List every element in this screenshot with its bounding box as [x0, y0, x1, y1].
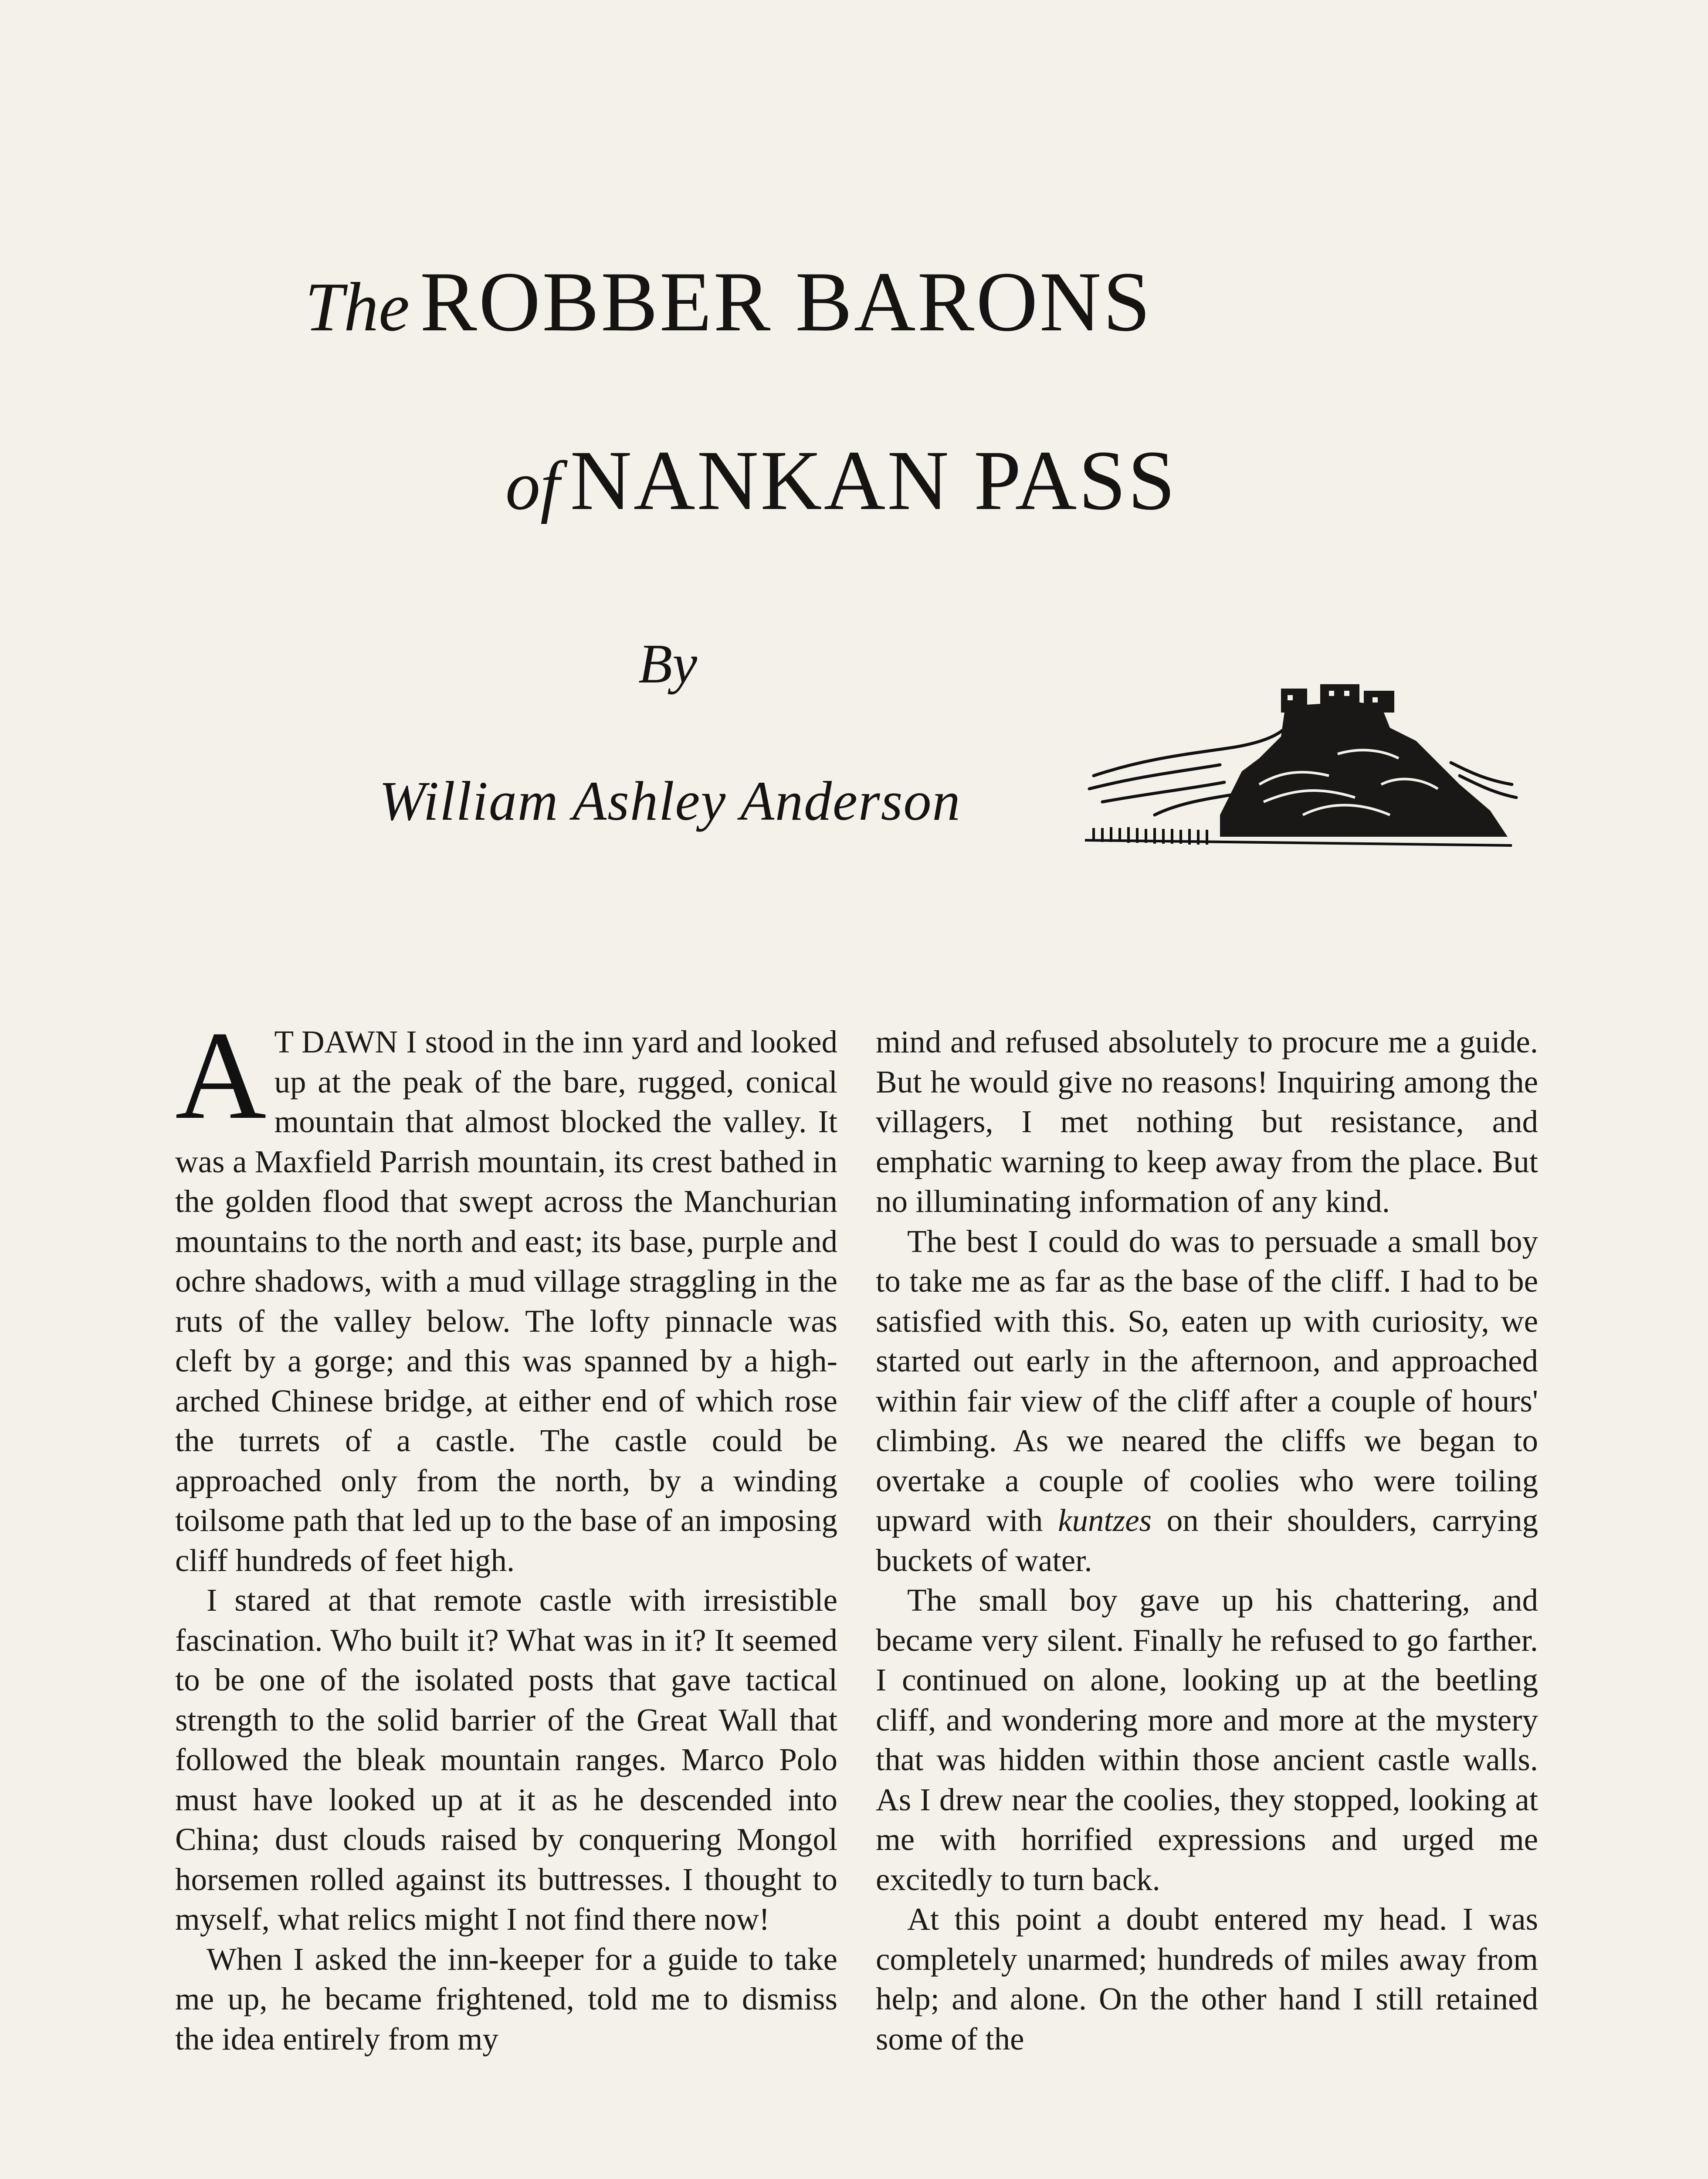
lead-in: T DAWN [274, 1024, 398, 1059]
drop-cap: A [175, 1005, 267, 1145]
paragraph-2: I stared at that remote castle with irresistible fascination. Who built it? What was in it? It seemed to be one of the isolated posts that gave tactical strength to the solid barrier of the Great Wall that followed the bleak mountain ranges. Marco Polo must have looked up at it as he descended into China; dust clouds raised by conquering Mongol horsemen rolled against its buttresses. I thought to myself, what relics might I not find there now! [175, 1582, 837, 1937]
paragraph-5-text: The best I could do was to persuade a small boy to take me as far as the base of the cliff. I had to be satisfied with this. So, eaten up with curiosity, we started out early in the afternoon, and approached within fair view of the cliff after a couple of hours' climbing. As we neared the cliffs we began to overtake a couple of coolies who were toiling upward with [876, 1223, 1538, 1538]
paragraph-5-text-after: on their shoulders, carrying buckets of water. [876, 1503, 1538, 1578]
paragraph-3: When I asked the inn-keeper for a guide to take me up, he became frightened, told me to dismiss the idea entirely from my [175, 1941, 837, 2057]
paragraph-1-text: I stood in the inn yard and looked up at the peak of the bare, rugged, conical mountain that almost blocked the valley. It was a Maxfield Parrish mountain, its crest bathed in the golden flood that swept across the Manchurian mountains to the north and east; its base, purple and ochre shadows, with a mud village straggling in the ruts of the valley below. The lofty pinnacle was cleft by a gorge; and this was spanned by a high-arched Chinese bridge, at either end of which rose the turrets of a castle. The castle could be approached only from the north, by a winding toilsome path that led up to the base of an imposing cliff hundreds of feet high. [175, 1024, 837, 1578]
paragraph-4: mind and refused absolutely to procure me a guide. But he would give no reasons! Inquiring among the villagers, I met nothing but resistance, and emphatic warning to keep away from the place. But no illuminating information of any kind. [876, 1024, 1538, 1219]
byline-by: By [638, 633, 697, 695]
castle-on-cliff-illustration [1076, 671, 1525, 859]
title-italic-the: The [305, 268, 410, 346]
article-column-left [175, 1005, 837, 2059]
byline-author: William Ashley Anderson [379, 770, 961, 832]
paragraph-1 [175, 1005, 837, 1580]
paragraph-5 [876, 1222, 1538, 1581]
italic-word: kuntzes [1058, 1503, 1152, 1538]
title-italic-of: of [505, 447, 560, 524]
article-title-line-2 [505, 431, 1177, 529]
title-main-robber-barons: ROBBER BARONS [420, 255, 1152, 349]
paragraph-6: The small boy gave up his chattering, and became very silent. Finally he refused to go farther. I continued on alone, looking up at the beetling cliff, and wondering more and more at the mystery that was hidden within those ancient castle walls. As I drew near the coolies, they stopped, looking at me with horrified expressions and urged me excitedly to turn back. [876, 1582, 1538, 1897]
article-title-line-1 [305, 253, 1152, 351]
title-main-nankan-pass: NANKAN PASS [570, 433, 1177, 528]
article-column-right [876, 1022, 1538, 2059]
paragraph-7: At this point a doubt entered my head. I was completely unarmed; hundreds of miles away from help; and alone. On the other hand I still retained some of the [876, 1901, 1538, 2057]
